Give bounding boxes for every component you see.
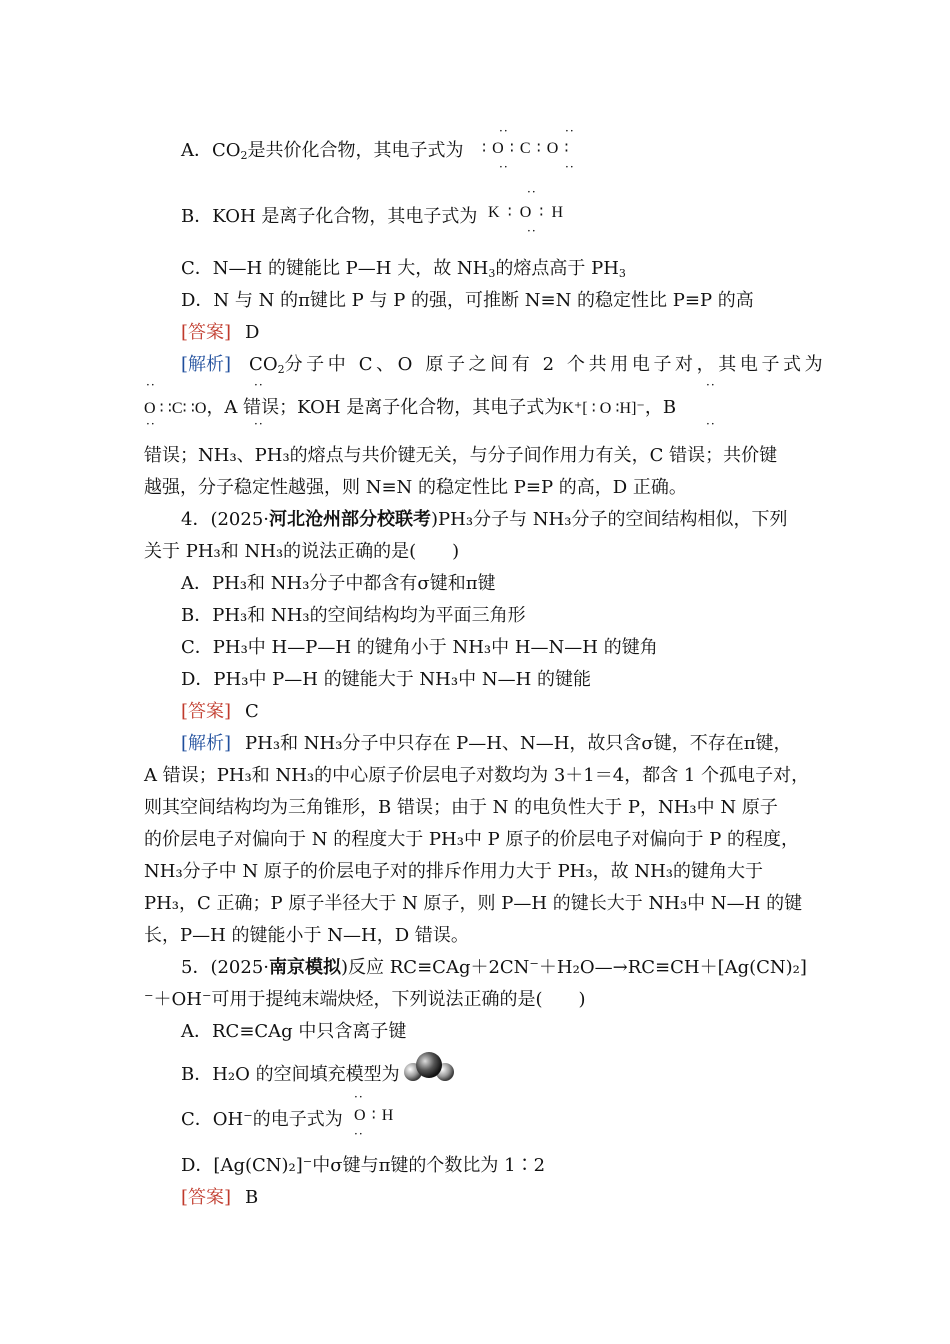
q4-stem-line2: 关于 PH₃和 NH₃的说法正确的是( ) <box>144 541 460 562</box>
q5-stem-line2: ⁻＋OH⁻可用于提纯末端炔烃，下列说法正确的是( ) <box>144 989 586 1010</box>
q3-analysis-line3: 错误；NH₃、PH₃的熔点与共价键无关，与分子间作用力有关，C 错误；共价键 <box>144 445 778 466</box>
q5-option-c: C．OH⁻的电子式为 <box>181 1109 343 1130</box>
q4-analysis-line3: 则其空间结构均为三角锥形，B 错误；由于 N 的电负性大于 P，NH₃中 N 原子 <box>144 797 778 818</box>
q4-option-b: B．PH₃和 NH₃的空间结构均为平面三角形 <box>181 605 526 626</box>
analysis-label: [解析] <box>181 733 232 754</box>
q4-analysis-line2: A 错误；PH₃和 NH₃的中心原子价层电子对数均为 3＋1＝4，都含 1 个孤电子对， <box>144 765 810 786</box>
q5-option-a: A．RC≡CAg 中只含离子键 <box>181 1021 407 1042</box>
answer-value: D <box>245 322 260 343</box>
q5-option-d: D．[Ag(CN)₂]⁻中σ键与π键的个数比为 1∶2 <box>181 1155 546 1176</box>
q4-analysis-line7: 长，P—H 的键能小于 N—H，D 错误。 <box>144 925 469 946</box>
answer-label: [答案] <box>181 322 232 343</box>
q3-analysis-line2: O ∶ ∶C∶ ∶O，A 错误；KOH 是离子化合物，其电子式为K⁺[ ∶ O ∶H]⁻，B <box>144 397 677 418</box>
lewis-dots: ·· <box>254 417 264 431</box>
answer-value: C <box>245 701 259 722</box>
oh-electron-formula: O ∶ H <box>354 1107 394 1124</box>
answer-label: [答案] <box>181 1187 232 1208</box>
q3-analysis-line1: [解析] $CO_2$分子中 C、O 原子之间有 2 个共用电子对，其电子式为 <box>181 354 827 376</box>
koh-electron-formula: K ∶ O ∶ H <box>488 204 564 221</box>
q4-option-c: C．PH₃中 H—P—H 的键角小于 NH₃中 H—N—H 的键角 <box>181 637 658 658</box>
q4-analysis-line5: NH₃分子中 N 原子的价层电子对的排斥作用力大于 PH₃，故 NH₃的键角大于 <box>144 861 763 882</box>
q4-option-a: A．PH₃和 NH₃分子中都含有σ键和π键 <box>181 573 496 594</box>
q5-stem-line1: 5．(2025·南京模拟)反应 RC≡CAg＋2CN⁻＋H₂O—→RC≡CH＋[Ag(CN)₂] <box>181 957 807 978</box>
q3-option-b: B．KOH 是离子化合物，其电子式为 <box>181 206 478 227</box>
water-space-filling-model-icon <box>402 1050 456 1086</box>
lewis-dots: ·· <box>706 378 716 392</box>
q4-analysis-line4: 的价层电子对偏向于 N 的程度大于 PH₃中 P 原子的价层电子对偏向于 P 的程度， <box>144 829 800 850</box>
lewis-dots: ·· <box>146 417 156 431</box>
answer-label: [答案] <box>181 701 232 722</box>
q5-option-b: B．H₂O 的空间填充模型为 <box>181 1064 400 1085</box>
q5-answer <box>181 1186 258 1210</box>
lewis-dots: ·· <box>146 378 156 392</box>
co2-electron-formula: ∶ O ∶ C ∶ O ∶ <box>482 140 569 157</box>
lewis-dots: ·· <box>706 417 716 431</box>
q4-analysis-line6: PH₃，C 正确；P 原子半径大于 N 原子，则 P—H 的键长大于 NH₃中 N—H 的键 <box>144 893 803 914</box>
q4-answer <box>181 700 259 724</box>
q3-option-a: A．$CO_2$是共价化合物，其电子式为 <box>181 140 464 162</box>
question-source: 南京模拟 <box>269 957 342 978</box>
q3-option-c: C．N—H 的键能比 P—H 大，故 $NH_3$的熔点高于 $PH_3$ <box>181 258 626 280</box>
lewis-dots: ·· <box>354 1127 364 1141</box>
lewis-dots: ·· <box>499 160 509 174</box>
answer-value: B <box>245 1187 259 1208</box>
lewis-dots: ·· <box>565 160 575 174</box>
q4-option-d: D．PH₃中 P—H 的键能大于 NH₃中 N—H 的键能 <box>181 669 591 690</box>
q3-option-d: D．N 与 N 的π键比 P 与 P 的强，可推断 N≡N 的稳定性比 P≡P 的高 <box>181 290 754 311</box>
lewis-dots: ·· <box>254 378 264 392</box>
question-source: 河北沧州部分校联考 <box>269 509 432 530</box>
q4-analysis-line1: [解析] PH₃和 NH₃分子中只存在 P—H、N—H，故只含σ键，不存在π键， <box>181 733 792 754</box>
analysis-label: [解析] <box>181 354 232 375</box>
lewis-dots: ·· <box>565 124 575 138</box>
q4-stem-line1: 4．(2025·河北沧州部分校联考)PH₃分子与 NH₃分子的空间结构相似，下列 <box>181 509 788 530</box>
lewis-dots: ·· <box>499 124 509 138</box>
q3-answer <box>181 321 259 345</box>
lewis-dots: ·· <box>527 224 537 238</box>
q3-analysis-line4: 越强，分子稳定性越强，则 N≡N 的稳定性比 P≡P 的高，D 正确。 <box>144 477 687 498</box>
lewis-dots: ·· <box>354 1090 364 1104</box>
lewis-dots: ·· <box>527 185 537 199</box>
